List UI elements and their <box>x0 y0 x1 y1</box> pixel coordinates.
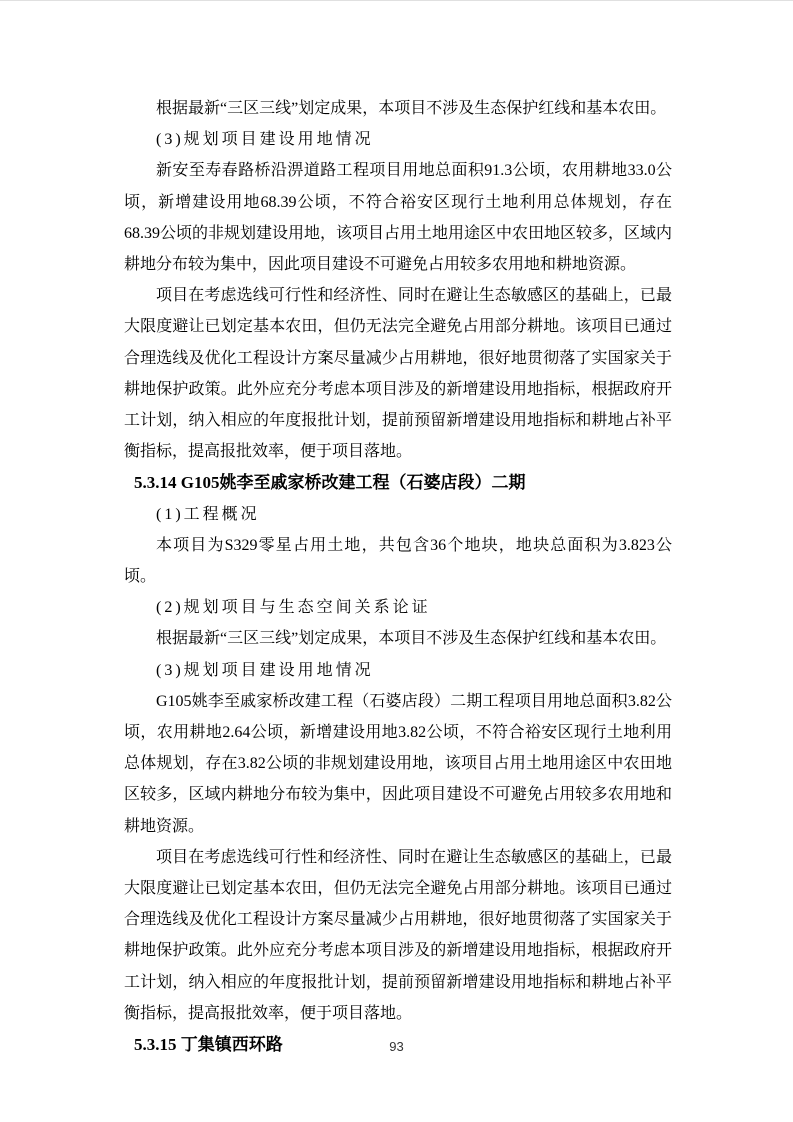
sub-item-heading-3: (3)规划项目建设用地情况 <box>156 661 374 679</box>
sub-item-heading-1: (1)工程概况 <box>156 505 260 523</box>
section-heading-5-3-15: 5.3.15 丁集镇西环路 <box>134 1035 283 1055</box>
paragraph: 本项目为S329零星占用土地，共包含36个地块，地块总面积为3.823公顷。 <box>124 536 672 586</box>
document-body <box>124 93 672 1060</box>
paragraph: G105姚李至戚家桥改建工程（石婆店段）二期工程项目用地总面积3.82公顷，农用耕地2.64公顷，新增建设用地3.82公顷，不符合裕安区现行土地利用总体规划，存在3.82公顷的非规划建设用地，该项目占用土地用途区中农田地区较多，区域内耕地分布较为集中，因此项目建设不可避免占用较多农用地和耕地资源。 <box>124 692 672 835</box>
section-heading-5-3-14: 5.3.14 G105姚李至戚家桥改建工程（石婆店段）二期 <box>134 473 526 493</box>
paragraph: 新安至寿春路桥沿淠道路工程项目用地总面积91.3公顷，农用耕地33.0公顷，新增建设用地68.39公顷，不符合裕安区现行土地利用总体规划，存在68.39公顷的非规划建设用地，该项目占用土地用途区中农田地区较多，区域内耕地分布较为集中，因此项目建设不可避免占用较多农用地和耕地资源。 <box>124 162 673 274</box>
sub-item-heading-2: (2)规划项目与生态空间关系论证 <box>156 599 431 617</box>
page-number: 93 <box>389 1039 404 1054</box>
paragraph: 根据最新“三区三线”划定成果，本项目不涉及生态保护红线和基本农田。 <box>156 630 667 648</box>
paragraph: 项目在考虑选线可行性和经济性、同时在避让生态敏感区的基础上，已最大限度避让已划定基本农田，但仍无法完全避免占用部分耕地。该项目已通过合理选线及优化工程设计方案尽量减少占用耕地，很好地贯彻落了实国家关于耕地保护政策。此外应充分考虑本项目涉及的新增建设用地指标，根据政府开工计划，纳入相应的年度报批计划，提前预留新增建设用地指标和耕地占补平衡指标，提高报批效率，便于项目落地。 <box>124 848 672 1022</box>
sub-item-heading-3: (3)规划项目建设用地情况 <box>156 131 374 149</box>
paragraph: 项目在考虑选线可行性和经济性、同时在避让生态敏感区的基础上，已最大限度避让已划定基本农田，但仍无法完全避免占用部分耕地。该项目已通过合理选线及优化工程设计方案尽量减少占用耕地，很好地贯彻落了实国家关于耕地保护政策。此外应充分考虑本项目涉及的新增建设用地指标，根据政府开工计划，纳入相应的年度报批计划，提前预留新增建设用地指标和耕地占补平衡指标，提高报批效率，便于项目落地。 <box>124 287 672 461</box>
paragraph: 根据最新“三区三线”划定成果，本项目不涉及生态保护红线和基本农田。 <box>156 100 667 117</box>
